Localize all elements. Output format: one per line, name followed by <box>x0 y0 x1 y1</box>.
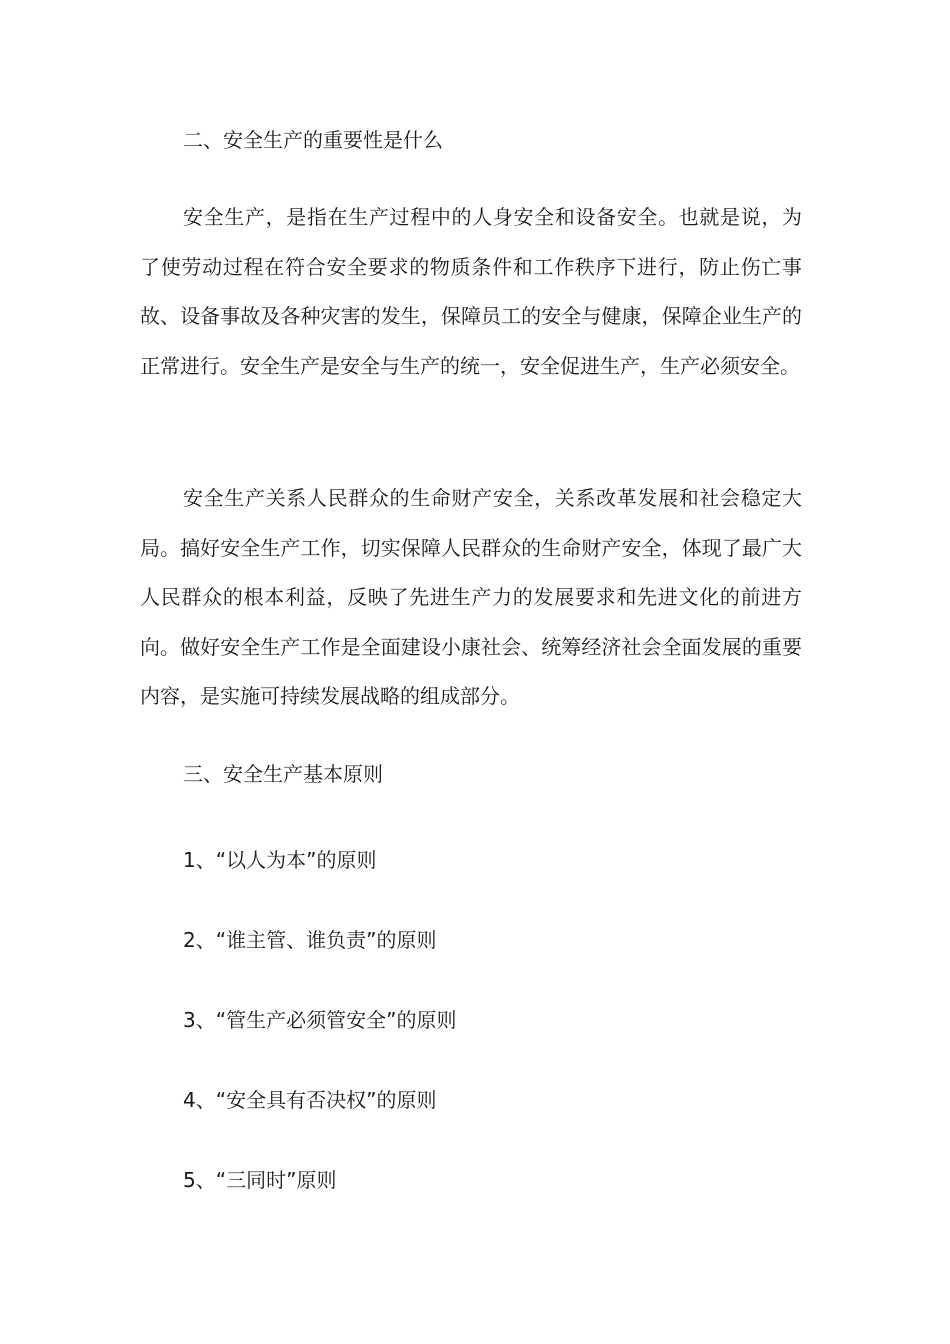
list-item: 2、“谁主管、谁负责”的原则 <box>183 928 437 952</box>
list-item: 5、“三同时”原则 <box>183 1168 337 1192</box>
list-item: 3、“管生产必须管安全”的原则 <box>183 1008 457 1032</box>
paragraph-significance: 安全生产关系人民群众的生命财产安全，关系改革发展和社会稳定大局。搞好安全生产工作，切实保障人民群众的生命财产安全，体现了最广大人民群众的根本利益，反映了先进生产力的发展要求和先进文化的前进方向。做好安全生产工作是全面建设小康社会、统筹经济社会全面发展的重要内容，是实施可持续发展战略的组成部分。 <box>140 486 802 708</box>
section-heading-principles: 三、安全生产基本原则 <box>183 762 383 786</box>
paragraph-definition: 安全生产，是指在生产过程中的人身安全和设备安全。也就是说，为了使劳动过程在符合安全要求的物质条件和工作秩序下进行，防止伤亡事故、设备事故及各种灾害的发生，保障员工的安全与健康，保障企业生产的正常进行。安全生产是安全与生产的统一，安全促进生产，生产必须安全。 <box>140 205 802 378</box>
section-heading-importance: 二、安全生产的重要性是什么 <box>183 128 443 152</box>
list-item: 4、“安全具有否决权”的原则 <box>183 1088 437 1112</box>
list-item: 1、“以人为本”的原则 <box>183 848 377 872</box>
